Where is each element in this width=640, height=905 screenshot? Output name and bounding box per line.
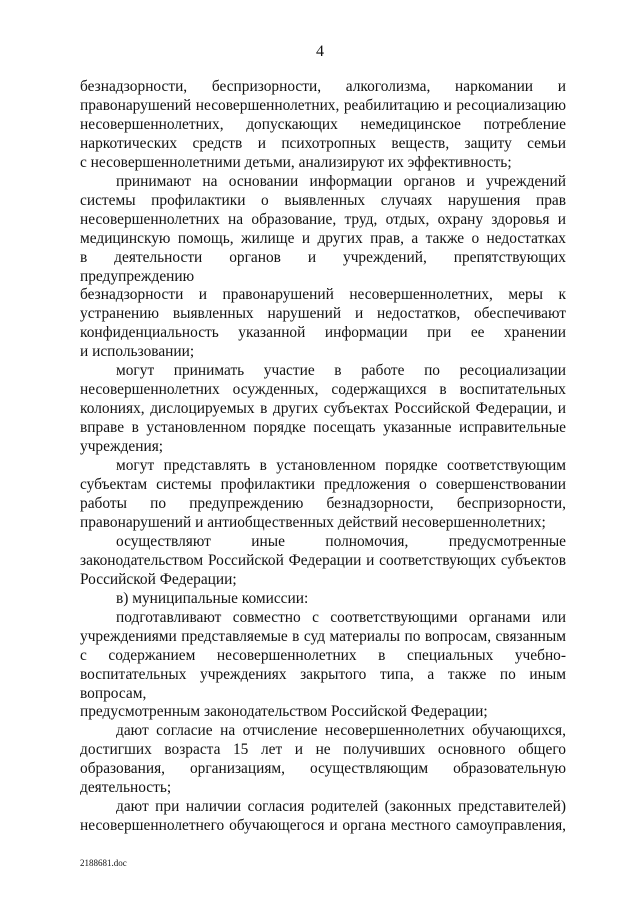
text-line: дают согласие на отчисление несовершеннолетних обучающихся, (116, 722, 566, 740)
text-line: системы профилактики о выявленных случаях нарушения прав (80, 191, 566, 209)
text-line: подготавливают совместно с соответствующими органами или (116, 608, 566, 626)
text-line: в деятельности органов и учреждений, препятствующих предупреждению (80, 248, 566, 285)
text-line: законодательством Российской Федерации и соответствующих субъектов (80, 551, 566, 569)
text-line: несовершеннолетних на образование, труд, отдых, охрану здоровья и (80, 210, 566, 228)
text-line: предусмотренным законодательством Российской Федерации; (80, 703, 488, 721)
text-line: учреждениями представляемые в суд материалы по вопросам, связанным (80, 627, 566, 645)
text-line: Российской Федерации; (80, 570, 237, 588)
text-line: принимают на основании информации органов и учреждений (116, 172, 566, 190)
text-line: несовершеннолетних осужденных, содержащихся в воспитательных (80, 381, 566, 399)
text-line: правонарушений и антиобщественных действий несовершеннолетних; (80, 513, 546, 531)
section-heading: в) муниципальные комиссии: (116, 589, 309, 607)
text-line: с несовершеннолетними детьми, анализируют их эффективность; (80, 153, 512, 171)
text-line: деятельность; (80, 779, 172, 797)
text-line: могут принимать участие в работе по ресоциализации (116, 362, 566, 380)
text-line: правонарушений несовершеннолетних, реабилитацию и ресоциализацию (80, 96, 566, 114)
text-line: воспитательных учреждениях закрытого типа, а также по иным вопросам, (80, 665, 566, 702)
text-line: работы по предупреждению безнадзорности, беспризорности, (80, 494, 566, 512)
text-line: несовершеннолетних, допускающих немедицинское потребление (80, 115, 566, 133)
text-line: медицинскую помощь, жилище и других прав, а также о недостатках (80, 229, 566, 247)
text-line: субъектам системы профилактики предложения о совершенствовании (80, 476, 566, 494)
text-line: могут представлять в установленном порядке соответствующим (116, 457, 566, 475)
text-line: осуществляют иные полномочия, предусмотренные (116, 532, 566, 550)
text-line: и использовании; (80, 343, 195, 361)
text-line: образования, организациям, осуществляющим образовательную (80, 760, 566, 778)
text-line: несовершеннолетнего обучающегося и органа местного самоуправления, (80, 817, 566, 835)
text-line: конфиденциальность указанной информации при ее хранении (80, 324, 566, 342)
text-line: устранению выявленных нарушений и недостатков, обеспечивают (80, 305, 566, 323)
text-line: дают при наличии согласия родителей (законных представителей) (116, 798, 566, 816)
text-line: колониях, дислоцируемых в других субъектах Российской Федерации, и (80, 400, 566, 418)
document-body (80, 78, 566, 836)
text-line: достигших возраста 15 лет и не получивших основного общего (80, 741, 566, 759)
text-line: учреждения; (80, 438, 164, 456)
text-line: с содержанием несовершеннолетних в специальных учебно- (80, 646, 566, 664)
footer-filename: 2188681.doc (80, 858, 127, 868)
text-line: наркотических средств и психотропных веществ, защиту семьи (80, 134, 566, 152)
page-number: 4 (316, 43, 324, 60)
text-line: безнадзорности и правонарушений несовершеннолетних, меры к (80, 286, 566, 304)
text-line: безнадзорности, беспризорности, алкоголизма, наркомании и (80, 78, 566, 95)
text-line: вправе в установленном порядке посещать указанные исправительные (80, 419, 566, 437)
